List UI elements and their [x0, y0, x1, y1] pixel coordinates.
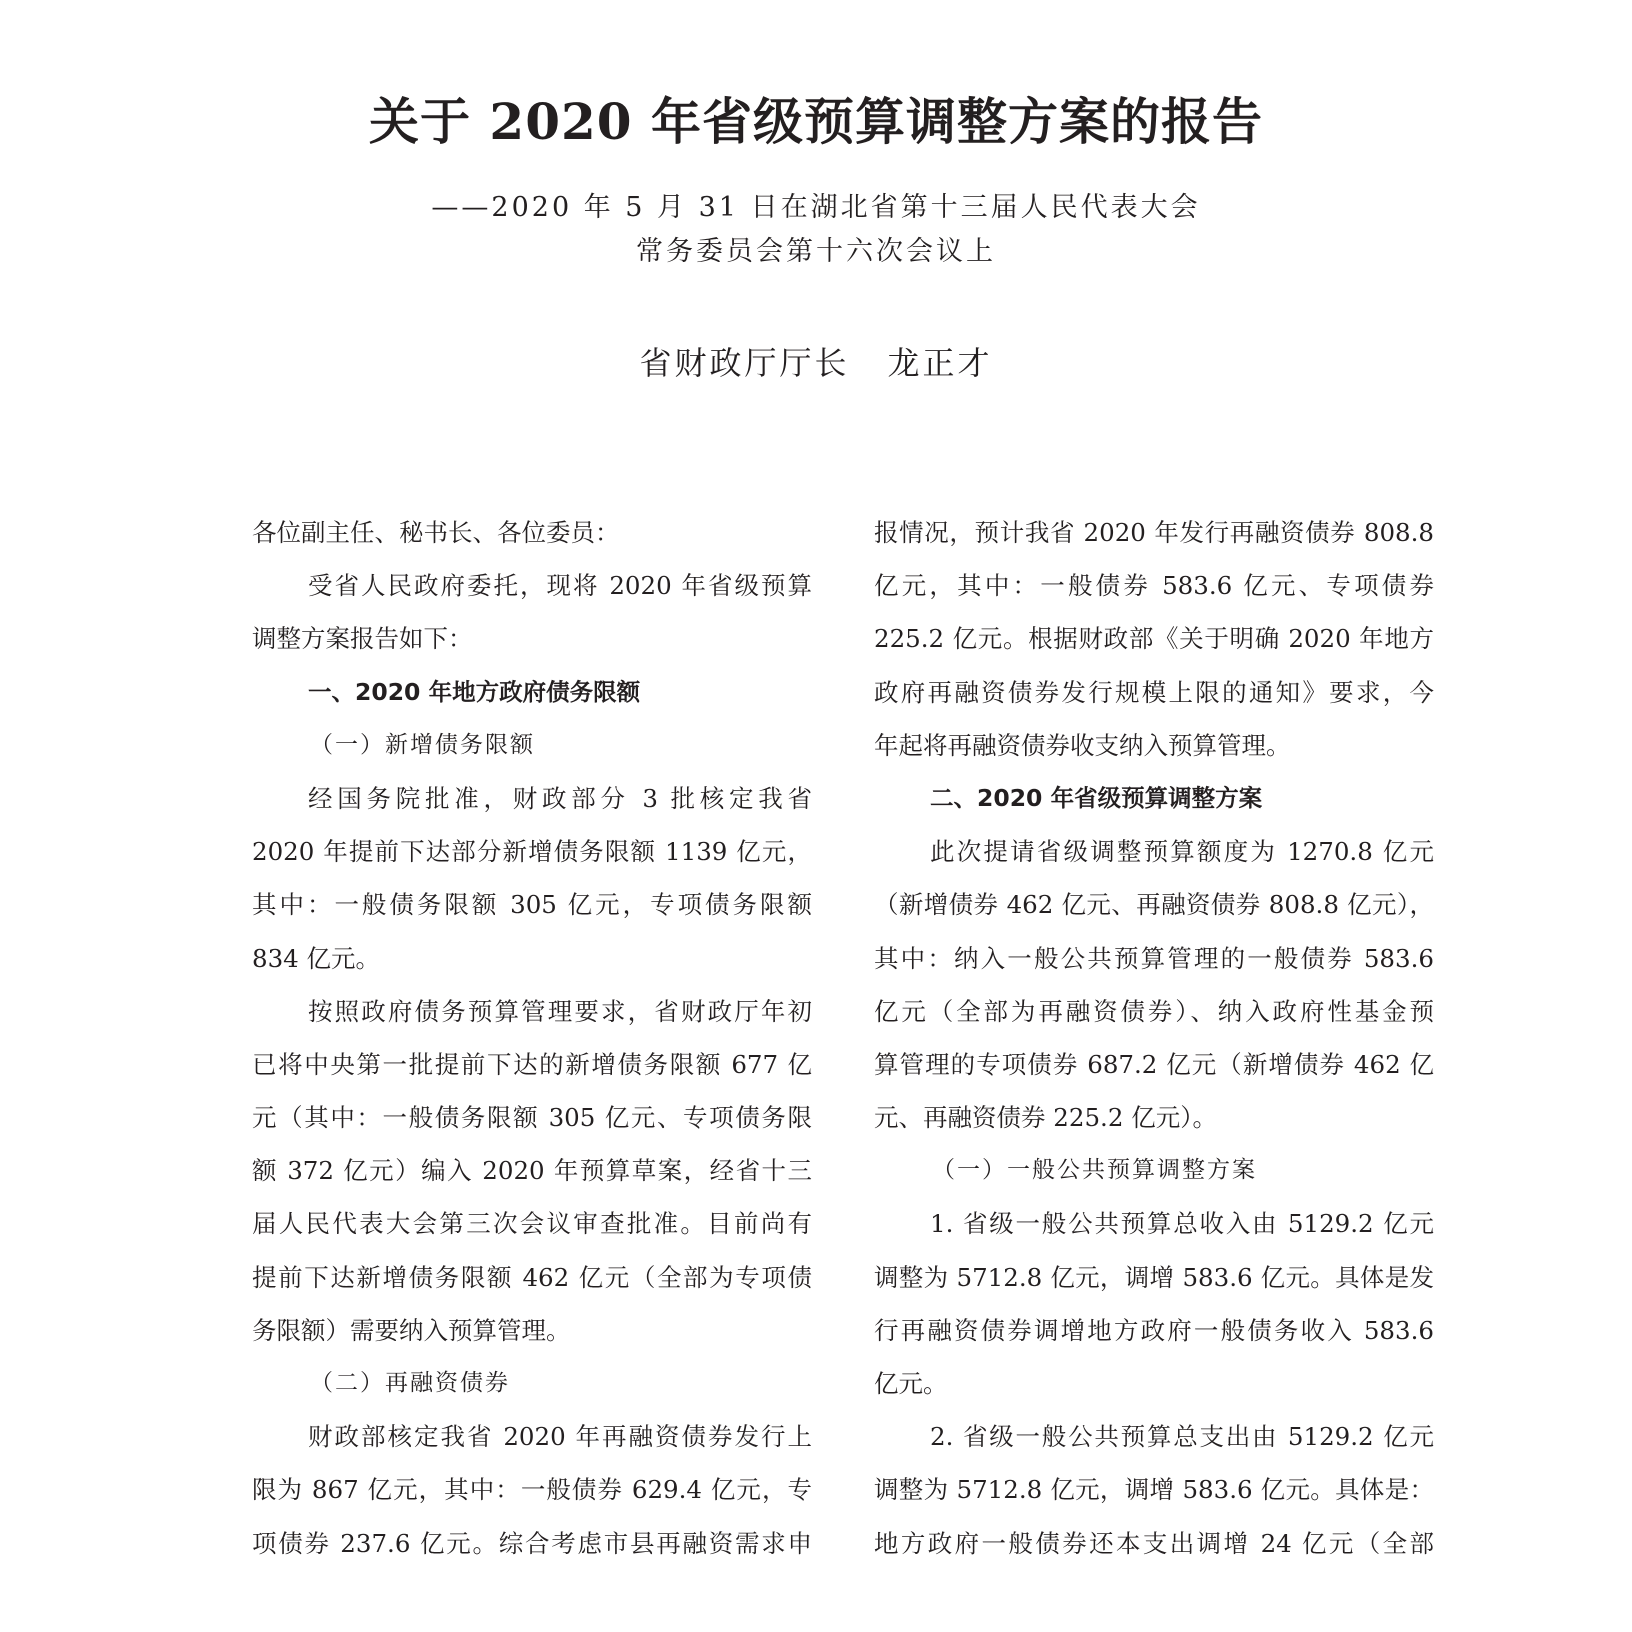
body-text-line: 行再融资债券调增地方政府一般债务收入 583.6	[874, 1315, 1434, 1345]
body-text-line: 亿元（全部为再融资债券）、纳入政府性基金预	[874, 996, 1434, 1026]
section-heading: 二、2020 年省级预算调整方案	[930, 783, 1263, 812]
body-text-line: 财政部核定我省 2020 年再融资债券发行上	[308, 1422, 812, 1452]
author-name: 龙正才	[887, 344, 993, 382]
body-text-line: 已将中央第一批提前下达的新增债务限额 677 亿	[252, 1049, 812, 1079]
section-heading: 一、2020 年地方政府债务限额	[308, 677, 641, 706]
body-text-line: 提前下达新增债务限额 462 亿元（全部为专项债	[252, 1262, 812, 1292]
subsection-heading: （二）再融资债券	[310, 1370, 510, 1396]
body-text-line: 其中：一般债务限额 305 亿元，专项债务限额	[252, 890, 812, 920]
body-text-line: 834 亿元。	[252, 943, 381, 973]
body-text-line: 经国务院批准，财政部分 3 批核定我省	[308, 783, 812, 813]
body-text-line: 1. 省级一般公共预算总收入由 5129.2 亿元	[930, 1209, 1434, 1239]
body-text-line: 2020 年提前下达部分新增债务限额 1139 亿元，	[252, 837, 812, 867]
body-text-line: 调整为 5712.8 亿元，调增 583.6 亿元。具体是：	[874, 1475, 1434, 1505]
author-position: 省财政厅厅长	[639, 344, 850, 382]
body-text-line: 调整为 5712.8 亿元，调增 583.6 亿元。具体是发	[874, 1262, 1434, 1292]
body-text-line: 限为 867 亿元，其中：一般债券 629.4 亿元，专	[252, 1475, 812, 1505]
body-text-line: 2. 省级一般公共预算总支出由 5129.2 亿元	[930, 1422, 1434, 1452]
body-text-line: 报情况，预计我省 2020 年发行再融资债券 808.8	[874, 518, 1434, 547]
subsection-heading: （一）新增债务限额	[310, 731, 535, 758]
document-subtitle	[0, 186, 1632, 274]
body-text-line: 年起将再融资债券收支纳入预算管理。	[874, 730, 1291, 760]
body-text-line: 亿元。	[874, 1369, 948, 1398]
author-line	[0, 338, 1632, 388]
body-column-right	[874, 506, 1434, 1570]
body-column-left	[252, 506, 812, 1570]
body-text-line: 元、再融资债券 225.2 亿元）。	[874, 1103, 1217, 1133]
document-title: 关于 2020 年省级预算调整方案的报告	[369, 92, 1263, 151]
body-text-line: 此次提请省级调整预算额度为 1270.8 亿元	[930, 837, 1434, 867]
body-text-line: 受省人民政府委托，现将 2020 年省级预算	[308, 571, 812, 601]
subtitle-line-2: 常务委员会第十六次会议上	[636, 236, 996, 267]
subsection-heading: （一）一般公共预算调整方案	[932, 1157, 1257, 1184]
body-text-line: 额 372 亿元）编入 2020 年预算草案，经省十三	[252, 1156, 812, 1186]
body-text-line: 调整方案报告如下：	[252, 624, 473, 654]
body-text-line: 届人民代表大会第三次会议审查批准。目前尚有	[252, 1209, 812, 1239]
body-text-line: 项债券 237.6 亿元。综合考虑市县再融资需求申	[252, 1528, 812, 1558]
body-text-line: （新增债券 462 亿元、再融资债券 808.8 亿元），	[874, 890, 1434, 920]
subtitle-line-1: ——2020 年 5 月 31 日在湖北省第十三届人民代表大会	[431, 192, 1201, 223]
body-text-line: 225.2 亿元。根据财政部《关于明确 2020 年地方	[874, 624, 1434, 654]
body-text-line: 地方政府一般债券还本支出调增 24 亿元（全部	[874, 1528, 1434, 1558]
body-text-line: 亿元，其中：一般债券 583.6 亿元、专项债券	[874, 571, 1434, 601]
body-text-line: 各位副主任、秘书长、各位委员：	[252, 518, 620, 547]
body-text-line: 算管理的专项债券 687.2 亿元（新增债券 462 亿	[874, 1049, 1434, 1079]
body-text-line: 按照政府债务预算管理要求，省财政厅年初	[308, 996, 812, 1026]
body-text-line: 政府再融资债券发行规模上限的通知》要求，今	[874, 677, 1434, 707]
body-text-line: 元（其中：一般债务限额 305 亿元、专项债务限	[252, 1103, 812, 1133]
body-text-line: 其中：纳入一般公共预算管理的一般债券 583.6	[874, 943, 1434, 973]
body-text-line: 务限额）需要纳入预算管理。	[252, 1315, 571, 1345]
